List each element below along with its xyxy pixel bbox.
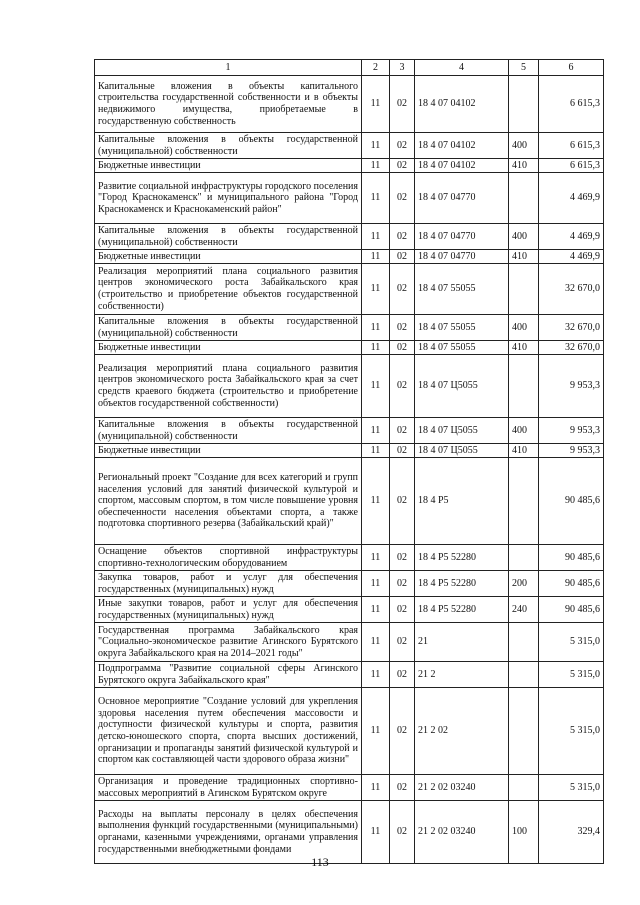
cell-name: Бюджетные инвестиции <box>95 444 362 458</box>
cell-sum: 4 469,9 <box>539 224 604 250</box>
table-row <box>95 315 604 341</box>
cell-vr: 410 <box>509 341 539 355</box>
cell-vr: 410 <box>509 444 539 458</box>
cell-sum: 9 953,3 <box>539 418 604 444</box>
cell-rz: 11 <box>362 545 390 571</box>
table-body <box>95 76 604 864</box>
cell-name: Капитальные вложения в объекты государственной (муниципальной) собственности <box>95 418 362 444</box>
cell-sum: 4 469,9 <box>539 250 604 264</box>
table-row <box>95 173 604 224</box>
cell-name: Капитальные вложения в объекты государственной (муниципальной) собственности <box>95 224 362 250</box>
cell-rz: 11 <box>362 76 390 133</box>
table-row <box>95 133 604 159</box>
cell-pr: 02 <box>390 133 415 159</box>
table-row <box>95 444 604 458</box>
cell-name: Развитие социальной инфраструктуры городского поселения "Город Краснокаменск" и муниципального района "Город Краснокаменск и Краснокаменский район" <box>95 173 362 224</box>
table-row <box>95 418 604 444</box>
table-row <box>95 571 604 597</box>
table-row <box>95 76 604 133</box>
cell-vr: 400 <box>509 224 539 250</box>
cell-pr: 02 <box>390 341 415 355</box>
cell-rz: 11 <box>362 173 390 224</box>
cell-sum: 5 315,0 <box>539 688 604 775</box>
cell-csr: 18 4 07 04102 <box>415 159 509 173</box>
cell-pr: 02 <box>390 418 415 444</box>
table-row <box>95 597 604 623</box>
cell-name: Реализация мероприятий плана социального развития центров экономического роста Забайкальского края (строительство и приобретение объектов государственной собственности) <box>95 264 362 315</box>
cell-name: Капитальные вложения в объекты капитального строительства государственной собственности и в объекты недвижимого имущества, приобретаемые в государственную собственность <box>95 76 362 133</box>
cell-name: Региональный проект "Создание для всех категорий и групп населения условий для занятий физической культурой и спортом, массовым спортом, в том числе повышение уровня обеспеченности населения объектами спорта, а также подготовка спортивного резерва (Забайкальский край)" <box>95 458 362 545</box>
table-header <box>95 60 604 76</box>
cell-vr: 400 <box>509 315 539 341</box>
cell-csr: 18 4 07 04770 <box>415 224 509 250</box>
cell-pr: 02 <box>390 662 415 688</box>
cell-pr: 02 <box>390 173 415 224</box>
cell-sum: 329,4 <box>539 801 604 864</box>
cell-sum: 32 670,0 <box>539 341 604 355</box>
cell-vr <box>509 458 539 545</box>
budget-table <box>94 59 604 864</box>
cell-name: Капитальные вложения в объекты государственной (муниципальной) собственности <box>95 133 362 159</box>
cell-vr <box>509 688 539 775</box>
cell-rz: 11 <box>362 418 390 444</box>
cell-name: Подпрограмма "Развитие социальной сферы Агинского Бурятского округа Забайкальского края" <box>95 662 362 688</box>
cell-name: Реализация мероприятий плана социального развития центров экономического роста Забайкальского края за счет средств краевого бюджета (строительство и приобретение объектов государственной собственности) <box>95 355 362 418</box>
table-row <box>95 341 604 355</box>
table-row <box>95 264 604 315</box>
cell-vr <box>509 76 539 133</box>
cell-rz: 11 <box>362 801 390 864</box>
cell-csr: 21 <box>415 623 509 662</box>
cell-vr: 400 <box>509 418 539 444</box>
cell-pr: 02 <box>390 264 415 315</box>
cell-pr: 02 <box>390 76 415 133</box>
cell-pr: 02 <box>390 444 415 458</box>
column-header-1: 1 <box>95 60 362 76</box>
cell-rz: 11 <box>362 662 390 688</box>
cell-sum: 90 485,6 <box>539 545 604 571</box>
cell-vr: 400 <box>509 133 539 159</box>
cell-rz: 11 <box>362 571 390 597</box>
cell-rz: 11 <box>362 597 390 623</box>
cell-rz: 11 <box>362 775 390 801</box>
cell-csr: 18 4 P5 52280 <box>415 545 509 571</box>
cell-name: Основное мероприятие "Создание условий для укрепления здоровья населения путем обеспечения массовости и доступности физической культуры и спорта, развития детско-юношеского спорта, спорта высших достижений, организации и пропаганды занятий физической культурой и спортом как составляющей части здорового образа жизни" <box>95 688 362 775</box>
cell-name: Расходы на выплаты персоналу в целях обеспечения выполнения функций государственными (муниципальными) органами, казенными учреждениями, органами управления государственными внебюджетными фондами <box>95 801 362 864</box>
cell-name: Бюджетные инвестиции <box>95 341 362 355</box>
cell-vr <box>509 355 539 418</box>
cell-pr: 02 <box>390 355 415 418</box>
cell-csr: 18 4 07 55055 <box>415 341 509 355</box>
cell-vr: 100 <box>509 801 539 864</box>
cell-name: Капитальные вложения в объекты государственной (муниципальной) собственности <box>95 315 362 341</box>
cell-rz: 11 <box>362 250 390 264</box>
cell-csr: 18 4 P5 52280 <box>415 597 509 623</box>
cell-vr <box>509 623 539 662</box>
cell-csr: 18 4 P5 <box>415 458 509 545</box>
table-row <box>95 545 604 571</box>
table-row <box>95 458 604 545</box>
cell-csr: 18 4 07 Ц5055 <box>415 418 509 444</box>
cell-pr: 02 <box>390 250 415 264</box>
cell-csr: 21 2 <box>415 662 509 688</box>
cell-sum: 90 485,6 <box>539 458 604 545</box>
cell-pr: 02 <box>390 623 415 662</box>
cell-csr: 18 4 P5 52280 <box>415 571 509 597</box>
cell-name: Государственная программа Забайкальского края "Социально-экономическое развитие Агинского Бурятского округа Забайкальского края на 2014–2021 годы" <box>95 623 362 662</box>
cell-csr: 18 4 07 04770 <box>415 173 509 224</box>
cell-csr: 18 4 07 Ц5055 <box>415 444 509 458</box>
column-header-5: 5 <box>509 60 539 76</box>
table-row <box>95 775 604 801</box>
cell-csr: 18 4 07 04102 <box>415 133 509 159</box>
cell-name: Организация и проведение традиционных спортивно-массовых мероприятий в Агинском Бурятском округе <box>95 775 362 801</box>
cell-vr <box>509 775 539 801</box>
header-row <box>95 60 604 76</box>
cell-rz: 11 <box>362 341 390 355</box>
cell-rz: 11 <box>362 224 390 250</box>
cell-vr: 410 <box>509 159 539 173</box>
cell-sum: 6 615,3 <box>539 133 604 159</box>
cell-vr <box>509 545 539 571</box>
table-row <box>95 355 604 418</box>
cell-rz: 11 <box>362 133 390 159</box>
cell-pr: 02 <box>390 224 415 250</box>
cell-csr: 18 4 07 Ц5055 <box>415 355 509 418</box>
cell-sum: 32 670,0 <box>539 315 604 341</box>
cell-csr: 21 2 02 03240 <box>415 775 509 801</box>
cell-rz: 11 <box>362 458 390 545</box>
cell-name: Закупка товаров, работ и услуг для обеспечения государственных (муниципальных) нужд <box>95 571 362 597</box>
cell-csr: 18 4 07 55055 <box>415 315 509 341</box>
cell-sum: 32 670,0 <box>539 264 604 315</box>
cell-pr: 02 <box>390 775 415 801</box>
cell-vr: 200 <box>509 571 539 597</box>
table-row <box>95 623 604 662</box>
cell-rz: 11 <box>362 444 390 458</box>
cell-pr: 02 <box>390 315 415 341</box>
cell-pr: 02 <box>390 597 415 623</box>
cell-rz: 11 <box>362 623 390 662</box>
cell-sum: 6 615,3 <box>539 76 604 133</box>
cell-vr: 240 <box>509 597 539 623</box>
cell-csr: 18 4 07 55055 <box>415 264 509 315</box>
table-row <box>95 662 604 688</box>
cell-pr: 02 <box>390 545 415 571</box>
table-row <box>95 688 604 775</box>
cell-name: Бюджетные инвестиции <box>95 159 362 173</box>
cell-name: Бюджетные инвестиции <box>95 250 362 264</box>
cell-vr <box>509 264 539 315</box>
cell-pr: 02 <box>390 571 415 597</box>
cell-pr: 02 <box>390 801 415 864</box>
cell-vr <box>509 662 539 688</box>
cell-pr: 02 <box>390 458 415 545</box>
cell-rz: 11 <box>362 264 390 315</box>
cell-pr: 02 <box>390 688 415 775</box>
cell-csr: 18 4 07 04102 <box>415 76 509 133</box>
cell-csr: 18 4 07 04770 <box>415 250 509 264</box>
column-header-2: 2 <box>362 60 390 76</box>
cell-sum: 90 485,6 <box>539 571 604 597</box>
table-row <box>95 224 604 250</box>
cell-csr: 21 2 02 <box>415 688 509 775</box>
table-row <box>95 250 604 264</box>
cell-sum: 5 315,0 <box>539 623 604 662</box>
cell-sum: 9 953,3 <box>539 444 604 458</box>
cell-sum: 5 315,0 <box>539 662 604 688</box>
cell-vr <box>509 173 539 224</box>
cell-sum: 4 469,9 <box>539 173 604 224</box>
cell-sum: 5 315,0 <box>539 775 604 801</box>
cell-rz: 11 <box>362 159 390 173</box>
cell-name: Иные закупки товаров, работ и услуг для обеспечения государственных (муниципальных) нужд <box>95 597 362 623</box>
column-header-6: 6 <box>539 60 604 76</box>
cell-pr: 02 <box>390 159 415 173</box>
cell-name: Оснащение объектов спортивной инфраструктуры спортивно-технологическим оборудованием <box>95 545 362 571</box>
cell-sum: 9 953,3 <box>539 355 604 418</box>
cell-rz: 11 <box>362 688 390 775</box>
cell-rz: 11 <box>362 315 390 341</box>
column-header-3: 3 <box>390 60 415 76</box>
table-row <box>95 159 604 173</box>
column-header-4: 4 <box>415 60 509 76</box>
cell-sum: 90 485,6 <box>539 597 604 623</box>
cell-csr: 21 2 02 03240 <box>415 801 509 864</box>
page-number: 113 <box>311 855 329 869</box>
cell-sum: 6 615,3 <box>539 159 604 173</box>
cell-vr: 410 <box>509 250 539 264</box>
cell-rz: 11 <box>362 355 390 418</box>
